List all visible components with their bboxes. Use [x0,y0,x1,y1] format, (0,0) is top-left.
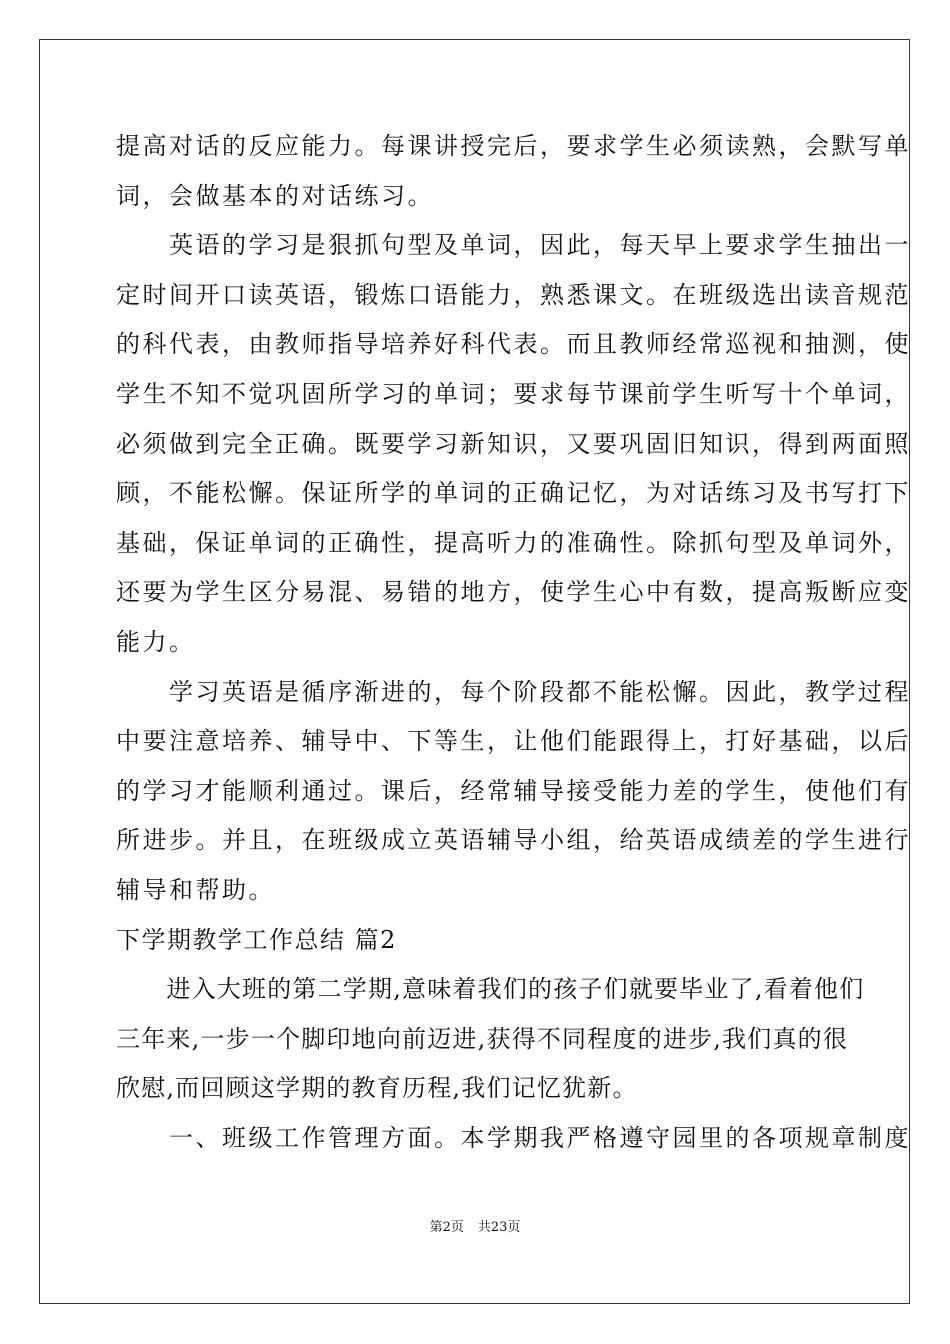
text-line: 基础，保证单词的正确性，提高听力的准确性。除抓句型及单词外， [116,528,911,557]
text-line: 辅导和帮助。 [116,875,275,904]
text-line: 中要注意培养、辅导中、下等生，让他们能跟得上，打好基础，以后 [116,727,911,756]
page-footer [0,1219,950,1237]
text-line: 提高对话的反应能力。每课讲授完后，要求学生必须读熟，会默写单 [116,132,911,160]
text-line: 英语的学习是狠抓句型及单词，因此，每天早上要求学生抽出一 [116,231,911,260]
total-pages: 共23页 [477,1220,521,1235]
text-line: 词，会做基本的对话练习。 [116,181,434,210]
text-line: 一、班级工作管理方面。本学期我严格遵守园里的各项规章制度 [116,1123,911,1152]
text-line: 顾，不能松懈。保证所学的单词的正确记忆，为对话练习及书写打下 [116,479,911,508]
text-line: 学习英语是循序渐进的，每个阶段都不能松懈。因此，教学过程 [116,677,911,706]
text-line: 能力。 [116,627,196,656]
document-body [116,122,911,1163]
section-heading: 下学期教学工作总结 篇2 [116,925,397,954]
page-number: 第2页 [429,1220,464,1235]
text-line: 必须做到完全正确。既要学习新知识，又要巩固旧知识，得到两面照 [116,429,911,458]
text-line: 定时间开口读英语，锻炼口语能力，熟悉课文。在班级选出读音规范 [116,280,911,309]
text-line: 三年来,一步一个脚印地向前迈进,获得不同程度的进步,我们真的很 [116,1024,849,1053]
text-line: 还要为学生区分易混、易错的地方，使学生心中有数，提高叛断应变 [116,578,911,607]
text-line: 进入大班的第二学期,意味着我们的孩子们就要毕业了,看着他们 [116,975,865,1004]
text-line: 学生不知不觉巩固所学习的单词；要求每节课前学生听写十个单词， [116,379,911,408]
text-line: 的学习才能顺利通过。课后，经常辅导接受能力差的学生，使他们有 [116,776,911,805]
text-line: 所进步。并且，在班级成立英语辅导小组，给英语成绩差的学生进行 [116,826,911,855]
text-line: 欣慰,而回顾这学期的教育历程,我们记忆犹新。 [116,1074,638,1103]
text-line: 的科代表，由教师指导培养好科代表。而且教师经常巡视和抽测，使 [116,330,911,359]
